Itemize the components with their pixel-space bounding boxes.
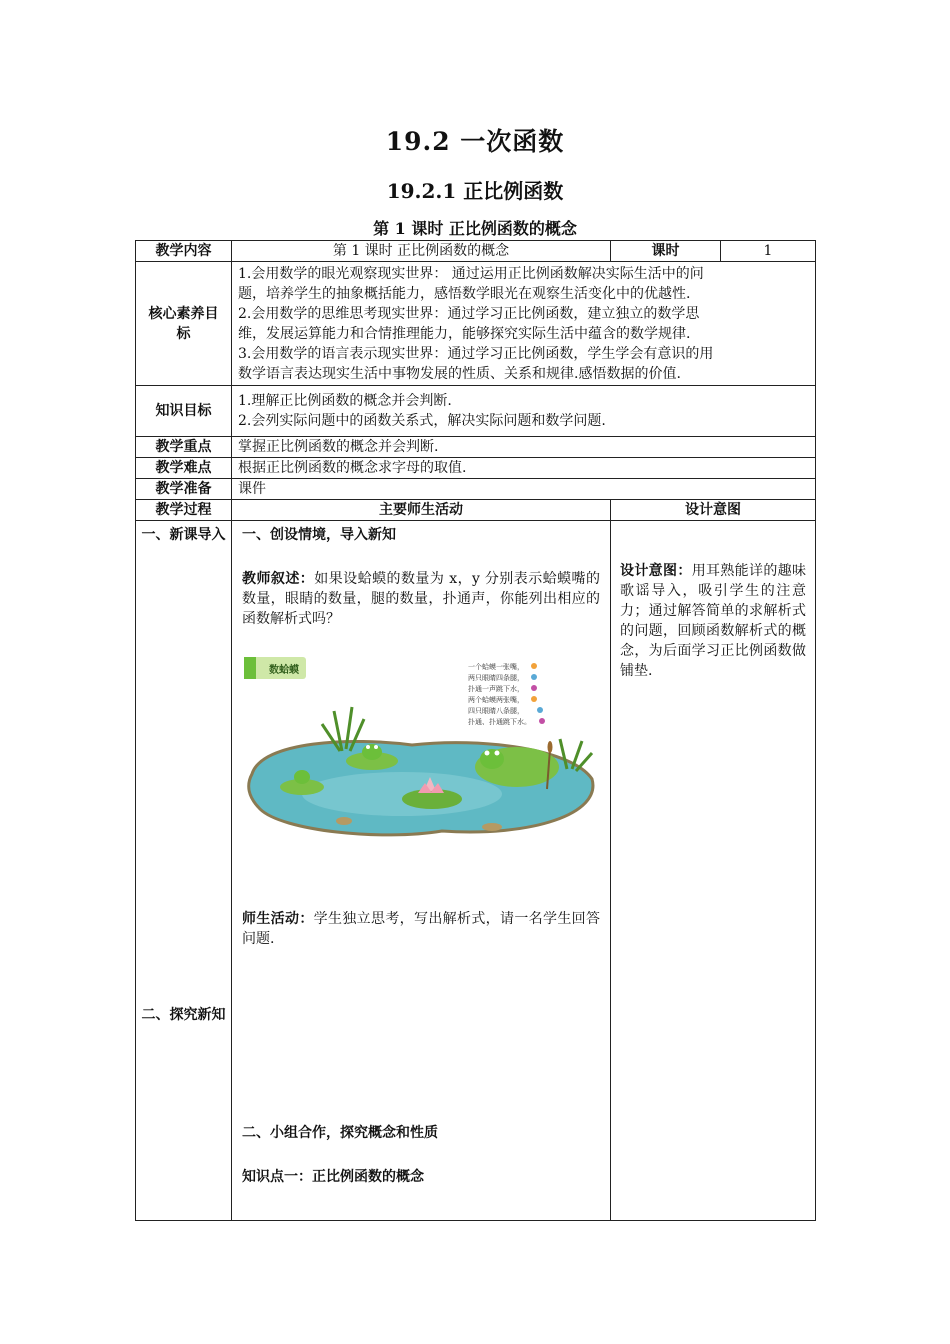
teacher-narration [242,569,600,629]
label-hours: 课时 [611,241,721,262]
value-prep: 课件 [232,479,816,500]
frog-eye [366,745,370,749]
number-badge [531,674,537,680]
label-prep: 教学准备 [136,479,232,500]
label-knowledge: 知识目标 [136,386,232,437]
teacher-label: 教师叙述： [242,571,315,587]
frog-eye [374,745,378,749]
row-content [136,241,816,262]
label-difficulty: 教学难点 [136,458,232,479]
intent-label: 设计意图： [620,563,692,579]
row-process-header [136,500,816,521]
frog-eye [485,751,490,756]
label-process: 教学过程 [136,500,232,521]
song-line: 两个蛤蟆两张嘴， [468,696,524,704]
literacy-line: 维，发展运算能力和合情推理能力，能够探究实际生活中蕴含的数学规律. [238,325,691,342]
frog-eye [495,751,500,756]
cattail [548,741,553,753]
row-process [136,521,816,1221]
knowledge-line: 1.理解正比例函数的概念并会判断. [238,393,452,409]
stone [336,817,352,825]
song-line: 一个蛤蟆一张嘴， [468,663,524,671]
header-activities: 主要师生活动 [232,500,611,521]
lesson-title: 第 1 课时 正比例函数的概念 [373,219,577,238]
section-heading-explore: 二、小组合作，探究概念和性质 [242,1125,438,1141]
frog [362,744,382,760]
activity-label: 师生活动： [242,911,314,927]
section-heading-intro: 一、创设情境，导入新知 [242,527,396,543]
value-hours: 1 [721,241,816,262]
stage-explore: 二、探究新知 [141,1007,226,1023]
literacy-line: 数学语言表达现实生活中事物发展的性质、关系和规律.感悟数据的价值. [238,365,681,382]
teacher-text: 如果设蛤蟆的数量为 x，y 分别表示蛤蟆嘴的数量，眼睛的数量，腿的数量，扑通声，你能列出相应的函数解析式吗？ [242,571,601,627]
intent-column [611,521,816,1221]
label-literacy: 核心素养目标 [136,262,232,386]
number-badge [537,707,543,713]
knowledge-line: 2.会列实际问题中的函数关系式，解决实际问题和数学问题. [238,413,606,429]
pond-ripple [302,772,502,816]
literacy-line: 1.会用数学的眼光观察现实世界： 通过运用正比例函数解决实际生活中的问 [238,265,704,282]
intent-text: 用耳熟能详的趣味歌谣导入，吸引学生的注意力；通过解答简单的求解析式的问题，回顾函数解析式的概念，为后面学习正比例函数做铺垫. [620,563,807,679]
page-title: 19.2 一次函数 [385,127,565,156]
knowledge-point-heading: 知识点一：正比例函数的概念 [242,1169,424,1185]
design-intent [620,561,806,681]
activity-text: 学生独立思考，写出解析式，请一名学生回答问题. [242,911,601,947]
lesson-plan-table [135,240,816,1221]
knowledge-goals [232,386,816,437]
row-focus [136,437,816,458]
literacy-line: 题，培养学生的抽象概括能力，感悟数学眼光在观察生活变化中的优越性. [238,285,691,302]
frog-pond-illustration [242,649,602,849]
literacy-goals [232,262,816,386]
song-line: 两只眼睛四条腿， [468,674,524,682]
header-intent: 设计意图 [611,500,816,521]
song-line: 扑通一声跳下水， [468,685,524,693]
value-difficulty: 根据正比例函数的概念求字母的取值. [232,458,816,479]
song-line: 扑通、扑通跳下水。 [468,718,531,726]
value-focus: 掌握正比例函数的概念并会判断. [232,437,816,458]
frog [294,770,310,784]
stone [482,823,502,831]
label-content: 教学内容 [136,241,232,262]
illustration-tag: 数蛤蟆 [269,665,299,676]
literacy-line: 2.会用数学的思维思考现实世界：通过学习正比例函数，建立独立的数学思 [238,305,700,322]
stage-column [136,521,232,1221]
activities-column [232,521,611,1221]
section-title: 19.2.1 正比例函数 [386,179,564,203]
label-focus: 教学重点 [136,437,232,458]
row-difficulty [136,458,816,479]
number-badge [531,663,537,669]
literacy-line: 3.会用数学的语言表示现实世界：通过学习正比例函数，学生学会有意识的用 [238,345,714,362]
row-prep [136,479,816,500]
row-literacy [136,262,816,386]
frog [480,749,504,769]
number-badge [539,718,545,724]
stage-intro: 一、新课导入 [141,527,226,543]
song-line: 四只眼睛八条腿， [468,707,524,715]
number-badge [531,685,537,691]
tag-accent [244,657,256,679]
teacher-student-activity [242,909,600,949]
number-badge [531,696,537,702]
row-knowledge [136,386,816,437]
value-content: 第 1 课时 正比例函数的概念 [232,241,611,262]
